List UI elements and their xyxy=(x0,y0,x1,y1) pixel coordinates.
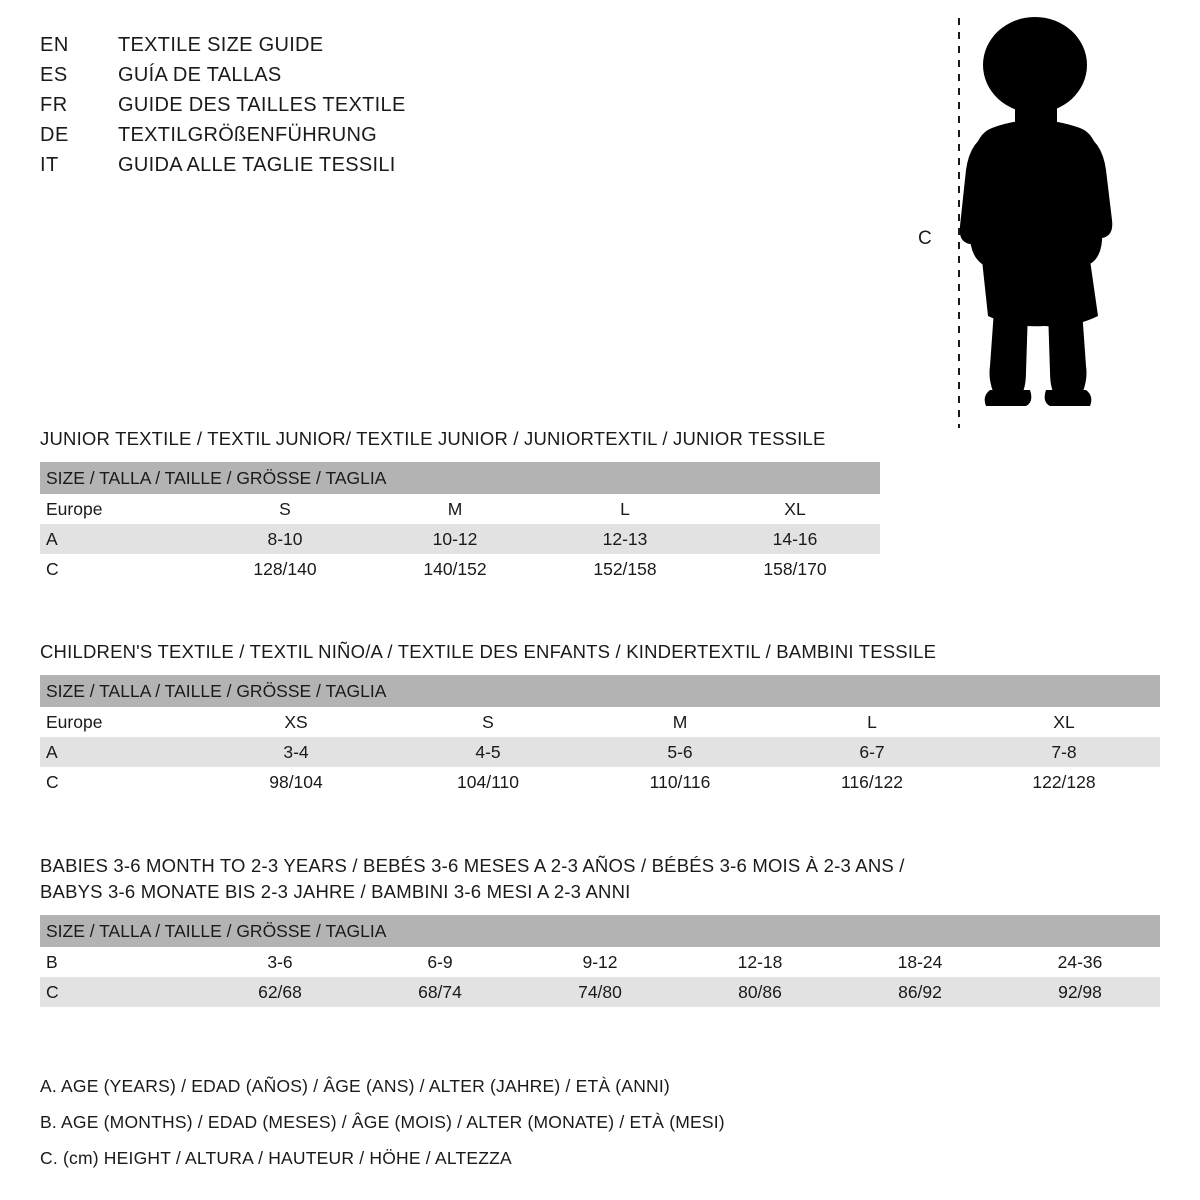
cell: L xyxy=(776,707,968,737)
language-row xyxy=(40,120,740,150)
row-label: B xyxy=(40,947,200,977)
babies-size-header-label: SIZE / TALLA / TAILLE / GRÖSSE / TAGLIA xyxy=(40,915,1160,947)
language-row xyxy=(40,30,740,60)
table-header-row xyxy=(40,462,880,494)
junior-size-header-label: SIZE / TALLA / TAILLE / GRÖSSE / TAGLIA xyxy=(40,462,880,494)
cell: 12-13 xyxy=(540,524,710,554)
table-row xyxy=(40,707,1160,737)
cell: S xyxy=(392,707,584,737)
cell: 128/140 xyxy=(200,554,370,584)
cell: 152/158 xyxy=(540,554,710,584)
language-heading-block xyxy=(40,30,740,180)
cell: M xyxy=(370,494,540,524)
table-row xyxy=(40,737,1160,767)
legend-block xyxy=(40,1068,1040,1176)
height-marker-label: C xyxy=(918,228,932,249)
language-code: EN xyxy=(40,34,69,56)
cell: 3-4 xyxy=(200,737,392,767)
table-row xyxy=(40,977,1160,1007)
cell: 110/116 xyxy=(584,767,776,797)
cell: 8-10 xyxy=(200,524,370,554)
babies-section-title-line1: BABIES 3-6 MONTH TO 2-3 YEARS / BEBÉS 3-6 MESES A 2-3 AÑOS / BÉBÉS 3-6 MOIS À 2-3 ANS / xyxy=(40,855,905,876)
children-size-table xyxy=(40,675,1160,797)
babies-textile-section xyxy=(40,855,1160,1007)
babies-size-table xyxy=(40,915,1160,1007)
legend-line-b: B. AGE (MONTHS) / EDAD (MESES) / ÂGE (MOIS) / ALTER (MONATE) / ETÀ (MESI) xyxy=(40,1112,725,1132)
cell: 104/110 xyxy=(392,767,584,797)
cell: 92/98 xyxy=(1000,977,1160,1007)
cell: 62/68 xyxy=(200,977,360,1007)
row-label: C xyxy=(40,767,200,797)
cell: 80/86 xyxy=(680,977,840,1007)
babies-section-title-line2: BABYS 3-6 MONATE BIS 2-3 JAHRE / BAMBINI 3-6 MESI A 2-3 ANNI xyxy=(40,881,631,902)
cell: 140/152 xyxy=(370,554,540,584)
cell: 74/80 xyxy=(520,977,680,1007)
cell: XS xyxy=(200,707,392,737)
cell: 14-16 xyxy=(710,524,880,554)
cell: 122/128 xyxy=(968,767,1160,797)
cell: 4-5 xyxy=(392,737,584,767)
language-title: GUIDE DES TAILLES TEXTILE xyxy=(118,94,406,116)
cell: 10-12 xyxy=(370,524,540,554)
cell: 3-6 xyxy=(200,947,360,977)
table-header-row xyxy=(40,675,1160,707)
language-title: GUÍA DE TALLAS xyxy=(118,64,282,86)
language-code: ES xyxy=(40,64,68,86)
cell: 86/92 xyxy=(840,977,1000,1007)
children-size-header-label: SIZE / TALLA / TAILLE / GRÖSSE / TAGLIA xyxy=(40,675,1160,707)
language-row xyxy=(40,60,740,90)
language-code: IT xyxy=(40,154,59,176)
legend-line-c: C. (cm) HEIGHT / ALTURA / HAUTEUR / HÖHE / ALTEZZA xyxy=(40,1148,512,1168)
childrens-textile-section xyxy=(40,641,1160,797)
cell: M xyxy=(584,707,776,737)
language-title: TEXTILGRÖßENFÜHRUNG xyxy=(118,124,378,146)
language-code: FR xyxy=(40,94,68,116)
cell: 158/170 xyxy=(710,554,880,584)
table-row xyxy=(40,947,1160,977)
child-silhouette-icon xyxy=(930,10,1140,430)
legend-line-a: A. AGE (YEARS) / EDAD (AÑOS) / ÂGE (ANS) / ALTER (JAHRE) / ETÀ (ANNI) xyxy=(40,1076,670,1096)
table-row xyxy=(40,554,880,584)
cell: 6-9 xyxy=(360,947,520,977)
row-label: A xyxy=(40,524,200,554)
table-row xyxy=(40,494,880,524)
cell: 6-7 xyxy=(776,737,968,767)
language-title: GUIDA ALLE TAGLIE TESSILI xyxy=(118,154,396,176)
row-label: C xyxy=(40,554,200,584)
cell: 68/74 xyxy=(360,977,520,1007)
cell: 5-6 xyxy=(584,737,776,767)
row-label: Europe xyxy=(40,494,200,524)
row-label: A xyxy=(40,737,200,767)
cell: 18-24 xyxy=(840,947,1000,977)
row-label: C xyxy=(40,977,200,1007)
child-silhouette-figure xyxy=(900,10,1150,430)
language-row xyxy=(40,90,740,120)
cell: 24-36 xyxy=(1000,947,1160,977)
cell: 116/122 xyxy=(776,767,968,797)
table-row xyxy=(40,767,1160,797)
cell: 9-12 xyxy=(520,947,680,977)
language-row xyxy=(40,150,740,180)
table-row xyxy=(40,524,880,554)
cell: 98/104 xyxy=(200,767,392,797)
cell: XL xyxy=(968,707,1160,737)
cell: S xyxy=(200,494,370,524)
children-section-title: CHILDREN'S TEXTILE / TEXTIL NIÑO/A / TEXTILE DES ENFANTS / KINDERTEXTIL / BAMBINI TESSILE xyxy=(40,641,937,662)
table-header-row xyxy=(40,915,1160,947)
junior-textile-section xyxy=(40,428,1160,584)
cell: XL xyxy=(710,494,880,524)
language-code: DE xyxy=(40,124,69,146)
cell: 12-18 xyxy=(680,947,840,977)
cell: 7-8 xyxy=(968,737,1160,767)
row-label: Europe xyxy=(40,707,200,737)
junior-size-table xyxy=(40,462,880,584)
junior-section-title: JUNIOR TEXTILE / TEXTIL JUNIOR/ TEXTILE JUNIOR / JUNIORTEXTIL / JUNIOR TESSILE xyxy=(40,428,826,449)
language-title: TEXTILE SIZE GUIDE xyxy=(118,34,324,56)
cell: L xyxy=(540,494,710,524)
